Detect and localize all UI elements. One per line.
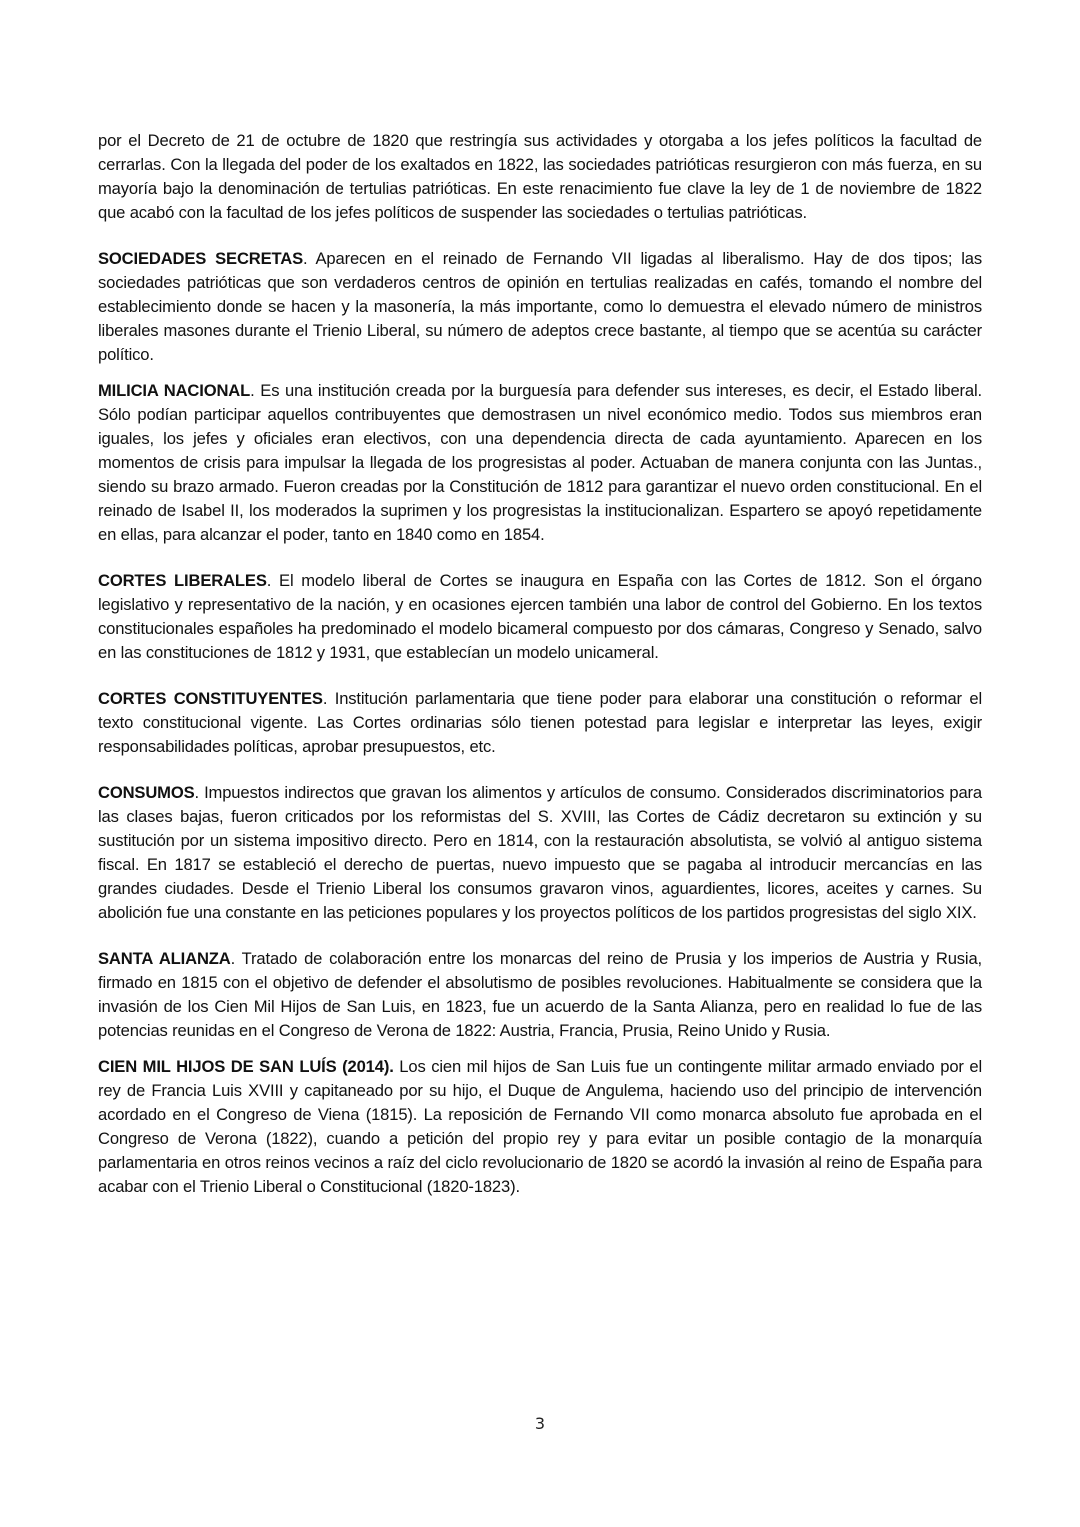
term-suffix: . (250, 381, 255, 400)
term-heading: CIEN MIL HIJOS DE SAN LUÍS (2014). (98, 1057, 394, 1076)
paragraph-text: Tratado de colaboración entre los monarcas del reino de Prusia y los imperios de Austria y Rusia, firmado en 1815 con el objetivo de defender el absolutismo de posibles revoluciones. Habitualmente se considera que la invasión de los Cien Mil Hijos de San Luis, en 1823, fue un acuerdo de la Santa Alianza, pero en realidad lo fue de las potencias reunidas en el Congreso de Verona de 1822: Austria, Francia, Prusia, Reino Unido y Rusia. (98, 949, 983, 1040)
paragraph-sociedades-secretas (98, 247, 982, 367)
paragraph-cortes-liberales (98, 569, 982, 665)
paragraph-text: El modelo liberal de Cortes se inaugura en España con las Cortes de 1812. Son el órgano legislativo y representativo de la nación, y en ocasiones ejercen también una labor de control del Gobierno. En los textos constitucionales españoles ha predominado el modelo bicameral compuesto por dos cámaras, Congreso y Senado, salvo en las constituciones de 1812 y 1931, que establecían un modelo unicameral. (98, 571, 982, 662)
term-suffix: . (303, 249, 308, 268)
paragraph-milicia-nacional (98, 379, 982, 547)
term-heading: SOCIEDADES SECRETAS (98, 249, 304, 268)
term-suffix: . (230, 949, 236, 968)
paragraph-text: Aparecen en el reinado de Fernando VII ligadas al liberalismo. Hay de dos tipos; las sociedades patrióticas que son verdaderos centros de opinión en tertulias realizadas en cafés, tomando el nombre del establecimiento donde se hacen y la masonería, la más importante, como lo demuestra el elevado número de ministros liberales masones durante el Trienio Liberal, su número de adeptos crece bastante, al tiempo que se acentúa su carácter político. (98, 249, 982, 364)
paragraph-santa-alianza (98, 947, 982, 1043)
document-page (98, 129, 982, 1199)
paragraph-text: por el Decreto de 21 de octubre de 1820 que restringía sus actividades y otorgaba a los jefes políticos la facultad de cerrarlas. Con la llegada del poder de los exaltados en 1822, las sociedades patrióticas resurgieron con más fuerza, en su mayoría bajo la denominación de tertulias patrióticas. En este renacimiento fue clave la ley de 1 de noviembre de 1822 que acabó con la facultad de los jefes políticos de suspender las sociedades o tertulias patrióticas. (98, 131, 982, 222)
term-heading: CORTES CONSTITUYENTES (98, 689, 323, 708)
paragraph-cien-mil-hijos (98, 1055, 982, 1199)
term-heading: CONSUMOS (98, 783, 195, 802)
term-heading: MILICIA NACIONAL (98, 381, 251, 400)
term-suffix: . (194, 783, 199, 802)
term-suffix: . (322, 689, 328, 708)
term-heading: CORTES LIBERALES (98, 571, 267, 590)
paragraph-cortes-constituyentes (98, 687, 982, 759)
paragraph-text: Institución parlamentaria que tiene poder para elaborar una constitución o reformar el texto constitucional vigente. Las Cortes ordinarias sólo tienen potestad para legislar e interpretar las leyes, exigir responsabilidades políticas, aprobar presupuestos, etc. (98, 689, 982, 756)
paragraph-text: Es una institución creada por la burguesía para defender sus intereses, es decir, el Estado liberal. Sólo podían participar aquellos contribuyentes que demostrasen un nivel económico medio. Todos sus miembros eran iguales, los jefes y oficiales eran electivos, con una dependencia directa de cada ayuntamiento. Aparecen en los momentos de crisis para impulsar la llegada de los progresistas al poder. Actuaban de manera conjunta con las Juntas., siendo su brazo armado. Fueron creadas por la Constitución de 1812 para garantizar el nuevo orden constitucional. En el reinado de Isabel II, los moderados la suprimen y los progresistas la institucionalizan. Espartero se apoyó repetidamente en ellas, para alcanzar el poder, tanto en 1840 como en 1854. (98, 381, 982, 544)
term-suffix: . (266, 571, 272, 590)
page-number: 3 (534, 1414, 546, 1433)
paragraph-consumos (98, 781, 982, 925)
paragraph-text: Los cien mil hijos de San Luis fue un contingente militar armado enviado por el rey de Francia Luis XVIII y capitaneado por su hijo, el Duque de Angulema, haciendo uso del principio de intervención acordado en el Congreso de Viena (1815). La reposición de Fernando VII como monarca absoluto fue aprobada en el Congreso de Verona (1822), cuando a petición del propio rey y para evitar un posible contagio de la monarquía parlamentaria en otros reinos vecinos a raíz del ciclo revolucionario de 1820 se acordó la invasión al reino de España para acabar con el Trienio Liberal o Constitucional (1820-1823). (98, 1057, 983, 1196)
paragraph-text: Impuestos indirectos que gravan los alimentos y artículos de consumo. Considerados discriminatorios para las clases bajas, fueron criticados por los reformistas del S. XVIII, las Cortes de Cádiz decretaron su extinción y su sustitución por un sistema impositivo directo. Pero en 1814, con la restauración absolutista, se volvió al antiguo sistema fiscal. En 1817 se estableció el derecho de puertas, nuevo impuesto que se pagaba al introducir mercancías en las grandes ciudades. Desde el Trienio Liberal los consumos gravaron vinos, aguardientes, licores, aceites y carnes. Su abolición fue una constante en las peticiones populares y los proyectos políticos de los partidos progresistas del siglo XIX. (98, 783, 982, 922)
term-heading: SANTA ALIANZA (98, 949, 231, 968)
paragraph-sociedades-patrioticas-continuation (98, 129, 982, 225)
